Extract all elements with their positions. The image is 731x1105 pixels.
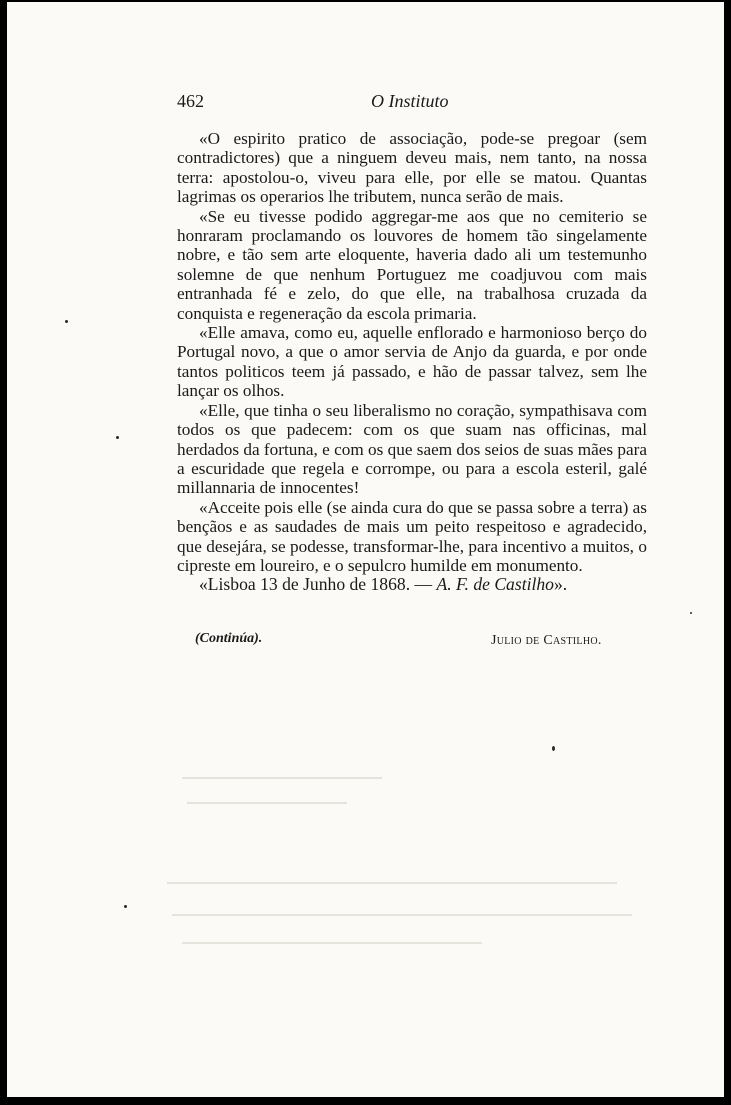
paragraph: «O espirito pratico de associação, pode-se pregoar (sem contradictores) que a ninguem deveu mais, nem tanto, na nossa terra: apostolou-o, viveu para elle, por elle se matou. Quantas lagrimas os operarios lhe tributem, nunca serão de mais.	[177, 129, 647, 207]
signoff-place-date: «Lisboa 13 de Junho de 1868. —	[199, 574, 437, 595]
signoff-line	[177, 575, 647, 594]
show-through-mark	[187, 802, 347, 804]
ink-speck	[116, 436, 119, 439]
ink-speck	[65, 320, 68, 323]
show-through-mark	[167, 882, 617, 884]
show-through-mark	[172, 914, 632, 916]
show-through-mark	[182, 942, 482, 944]
ink-speck	[124, 905, 127, 908]
paragraph: «Se eu tivesse podido aggregar-me aos que no cemiterio se honraram proclamando os louvores de homem tão singelamente nobre, e tão sem arte eloquente, haveria dado ali um testemunho solemne de que nenhum Portuguez me coadjuvou com mais entranhada fé e zelo, do que elle, na trabalhosa cruzada da conquista e regeneração da escola primaria.	[177, 206, 647, 323]
ink-speck	[690, 612, 692, 614]
author-signature: Julio de Castilho.	[491, 633, 602, 648]
show-through-mark	[182, 777, 382, 779]
paragraph: «Elle amava, como eu, aquelle enflorado e harmonioso berço do Portugal novo, a que o amor servia de Anjo da guarda, e por onde tantos politicos teem já passado, e hão de passar talvez, sem lhe lançar os olhos.	[177, 323, 647, 401]
paragraph: «Elle, que tinha o seu liberalismo no coração, sympathisava com todos os que padecem: com os que suam nas officinas, mal herdados da fortuna, e com os que saem dos seios de suas mães para a escuridade que regela e corrompe, ou para a escola esteril, galé millannaria de innocentes!	[177, 400, 647, 498]
ink-speck	[552, 746, 555, 751]
running-title: O Instituto	[371, 91, 449, 111]
page-number: 462	[177, 91, 204, 111]
paragraph: «Acceite pois elle (se ainda cura do que se passa sobre a terra) as bençãos e as saudades de mais um peito respeitoso e agradecido, que desejára, se podesse, transformar-lhe, para incentivo a muitos, o cipreste em loureiro, e o sepulcro humilde em monumento.	[177, 497, 647, 575]
signoff-close: ».	[553, 574, 568, 595]
continued-note: (Continúa).	[195, 631, 263, 646]
body-text	[177, 129, 647, 595]
signoff-author: A. F. de Castilho	[436, 574, 554, 595]
